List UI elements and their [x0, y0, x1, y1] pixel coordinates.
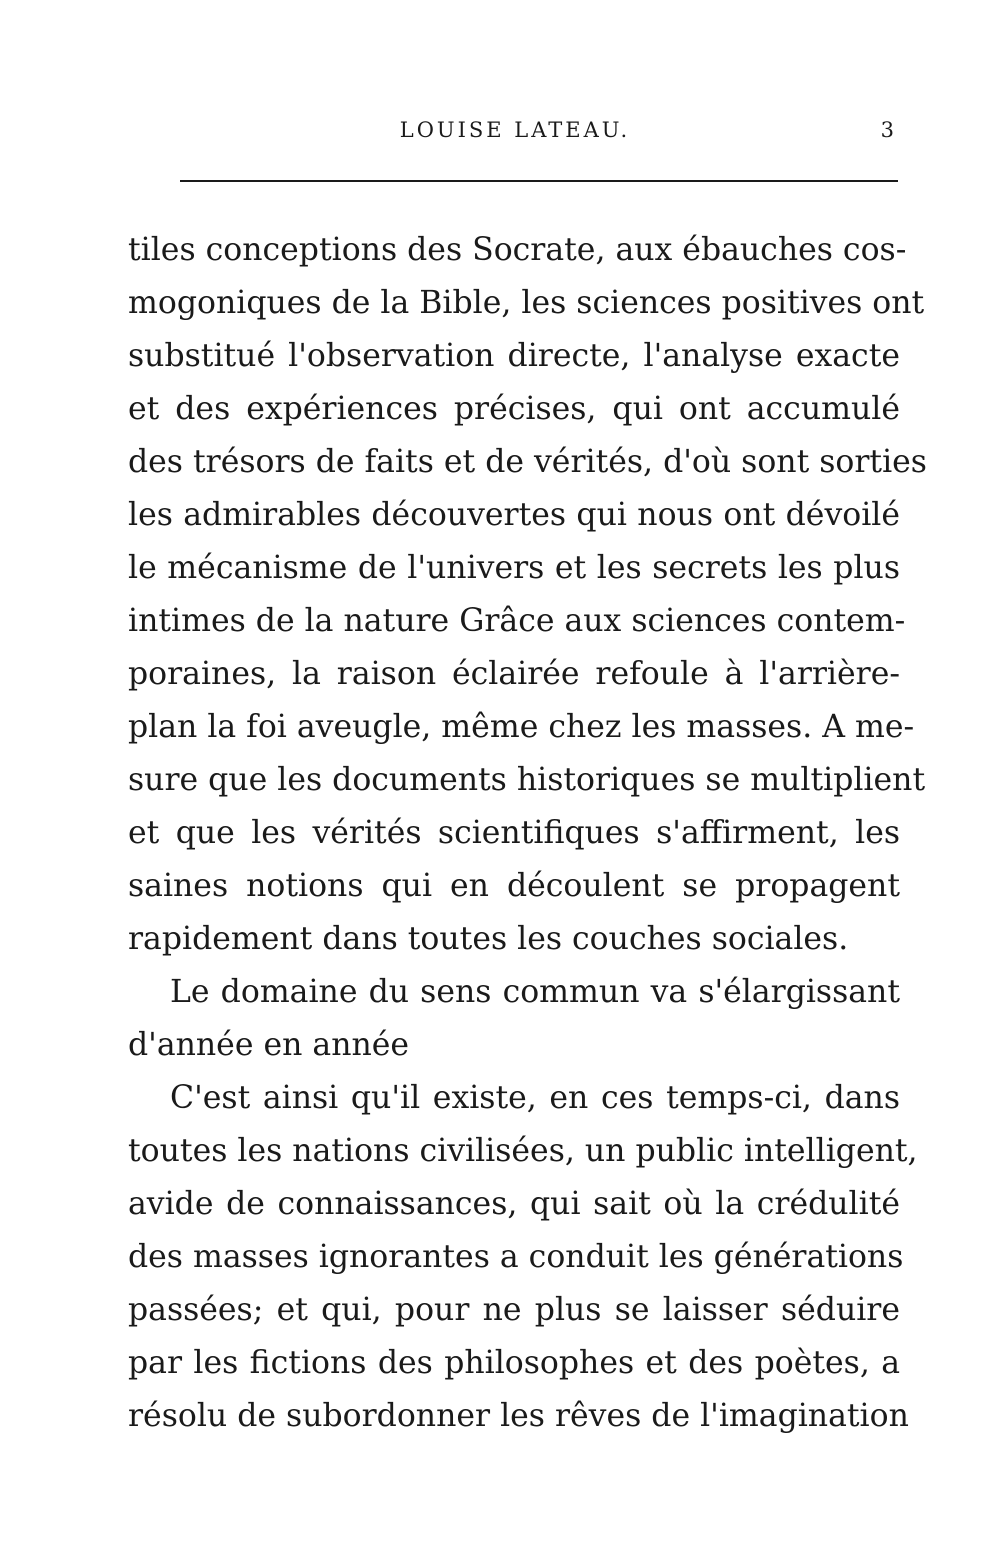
text-line: d'année en année [128, 1027, 410, 1063]
text-line: C'est ainsi qu'il existe, en ces temps-ci, dans [170, 1080, 900, 1116]
text-line: plan la foi aveugle, même chez les masses. A me- [128, 709, 915, 745]
text-line: des masses ignorantes a conduit les générations [128, 1239, 904, 1275]
text-line: les admirables découvertes qui nous ont dévoilé [128, 497, 900, 533]
text-line: par les fictions des philosophes et des poètes, a [128, 1345, 900, 1381]
text-line: passées; et qui, pour ne plus se laisser séduire [128, 1292, 900, 1328]
text-line: et des expériences précises, qui ont accumulé [128, 391, 900, 427]
text-line: mogoniques de la Bible, les sciences positives ont [128, 285, 925, 321]
text-line: le mécanisme de l'univers et les secrets les plus [128, 550, 900, 586]
text-line: toutes les nations civilisées, un public intelligent, [128, 1133, 918, 1169]
body-text [128, 224, 927, 1443]
text-line: résolu de subordonner les rêves de l'imagination [128, 1398, 909, 1434]
text-line: tiles conceptions des Socrate, aux ébauches cos- [128, 232, 907, 268]
text-line: Le domaine du sens commun va s'élargissant [170, 974, 900, 1010]
text-line: et que les vérités scientifiques s'affirment, les [128, 815, 900, 851]
text-line: poraines, la raison éclairée refoule à l'arrière- [128, 656, 900, 692]
text-line: des trésors de faits et de vérités, d'où sont sorties [128, 444, 927, 480]
text-line: sure que les documents historiques se multiplient [128, 762, 926, 798]
running-head [130, 112, 900, 148]
page-number: 3 [880, 118, 894, 142]
text-line: avide de connaissances, qui sait où la crédulité [128, 1186, 900, 1222]
text-line: saines notions qui en découlent se propagent [128, 868, 900, 904]
text-line: intimes de la nature Grâce aux sciences contem- [128, 603, 906, 639]
text-line: substitué l'observation directe, l'analyse exacte [128, 338, 900, 374]
text-line: rapidement dans toutes les couches sociales. [128, 921, 849, 957]
header-rule [180, 180, 898, 182]
running-title: LOUISE LATEAU. [399, 118, 631, 142]
